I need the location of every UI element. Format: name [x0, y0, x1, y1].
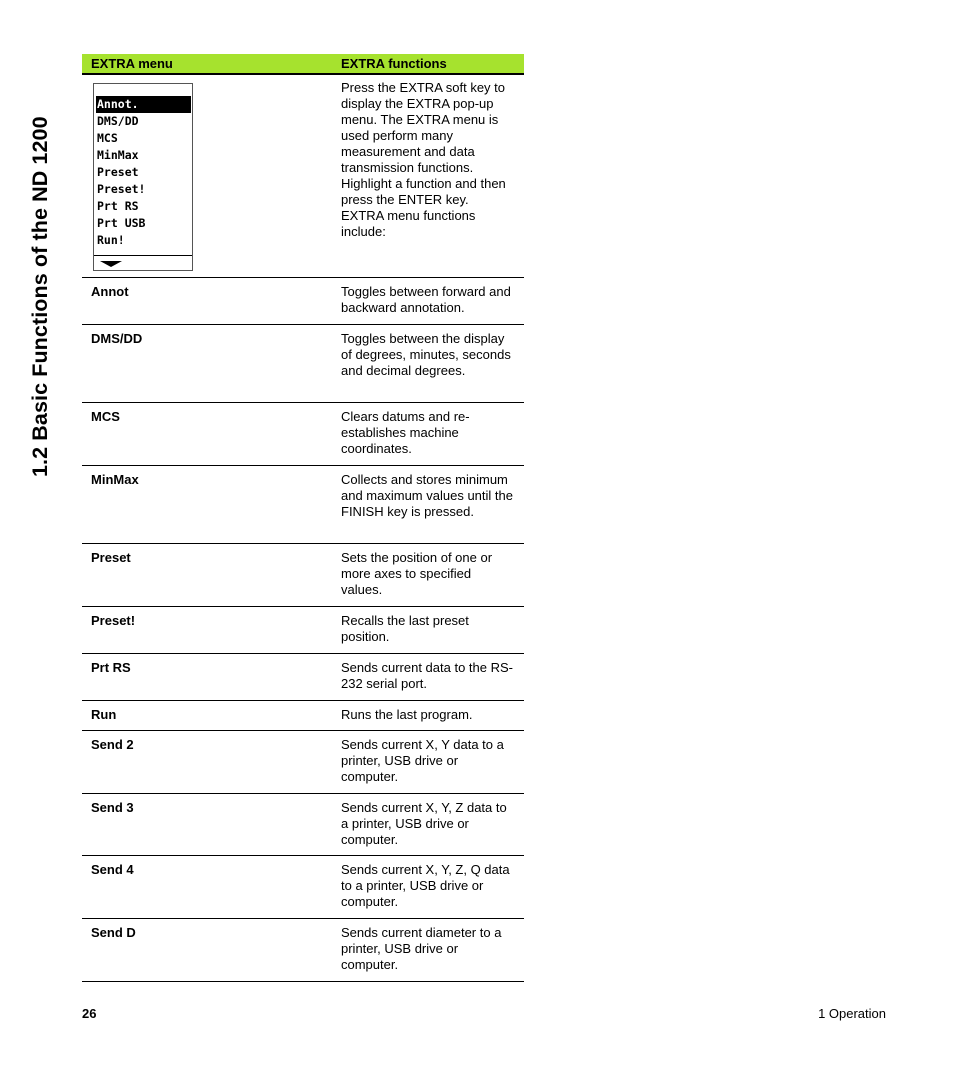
function-name: Prt RS [91, 660, 131, 675]
table-row [82, 856, 524, 919]
table-row [82, 701, 524, 731]
page-number: 26 [82, 1006, 97, 1021]
menu-divider [94, 255, 192, 256]
header-extra-functions: EXTRA functions [341, 56, 447, 71]
function-name: Annot [91, 284, 129, 299]
intro-row [82, 75, 524, 278]
function-name: Send D [91, 925, 136, 940]
menu-item-mcs: MCS [97, 131, 118, 145]
menu-item-preset: Preset [97, 165, 139, 179]
function-name: Send 2 [91, 737, 134, 752]
function-name: Preset [91, 550, 131, 565]
function-desc: Sends current diameter to a printer, USB drive or computer. [341, 925, 502, 972]
scroll-down-arrow-icon [100, 261, 122, 267]
table-header [82, 54, 524, 75]
menu-item-minmax: MinMax [97, 148, 139, 162]
table-row [82, 403, 524, 466]
function-name: Preset! [91, 613, 136, 628]
function-desc: Sets the position of one or more axes to specified values. [341, 550, 493, 597]
function-desc: Toggles between the display of degrees, minutes, seconds and decimal degrees. [341, 331, 511, 378]
function-name: DMS/DD [91, 331, 143, 346]
function-desc: Sends current data to the RS-232 serial port. [341, 660, 513, 691]
function-desc: Collects and stores minimum and maximum values until the FINISH key is pressed. [341, 472, 513, 519]
intro-description: Press the EXTRA soft key to display the EXTRA pop-up menu. The EXTRA menu is used perform many measurement and data transmission functions. Highlight a function and then press the ENTER key. EXTRA menu functions include: [341, 80, 506, 239]
function-desc: Clears datums and re-establishes machine coordinates. [341, 409, 470, 456]
function-name: MinMax [91, 472, 139, 487]
table-row [82, 654, 524, 701]
function-name: MCS [91, 409, 120, 424]
table-row [82, 731, 524, 794]
function-desc: Sends current X, Y, Z data to a printer, USB drive or computer. [341, 800, 507, 847]
header-extra-menu: EXTRA menu [91, 56, 173, 71]
function-name: Run [91, 707, 117, 722]
table-row [82, 325, 524, 403]
function-desc: Sends current X, Y data to a printer, USB drive or computer. [341, 737, 504, 784]
extra-functions-table [82, 54, 524, 982]
menu-item-preset-recall: Preset! [97, 182, 146, 196]
function-desc: Toggles between forward and backward annotation. [341, 284, 511, 315]
menu-item-prt-usb: Prt USB [97, 216, 146, 230]
function-desc: Recalls the last preset position. [341, 613, 469, 644]
table-row [82, 466, 524, 544]
menu-item-annot: Annot. [96, 96, 191, 113]
function-desc: Sends current X, Y, Z, Q data to a printer, USB drive or computer. [341, 862, 510, 909]
chapter-side-title: 1.2 Basic Functions of the ND 1200 [28, 116, 52, 477]
table-row [82, 544, 524, 607]
function-name: Send 3 [91, 800, 134, 815]
table-row [82, 607, 524, 654]
function-name: Send 4 [91, 862, 134, 877]
menu-item-prt-rs: Prt RS [97, 199, 139, 213]
menu-item-dmsdd: DMS/DD [97, 114, 139, 128]
table-row [82, 794, 524, 856]
extra-menu-screenshot [93, 83, 193, 271]
menu-item-run: Run! [97, 233, 125, 247]
table-row [82, 919, 524, 982]
section-label: 1 Operation [818, 1006, 886, 1021]
table-row [82, 278, 524, 325]
function-desc: Runs the last program. [341, 707, 473, 722]
